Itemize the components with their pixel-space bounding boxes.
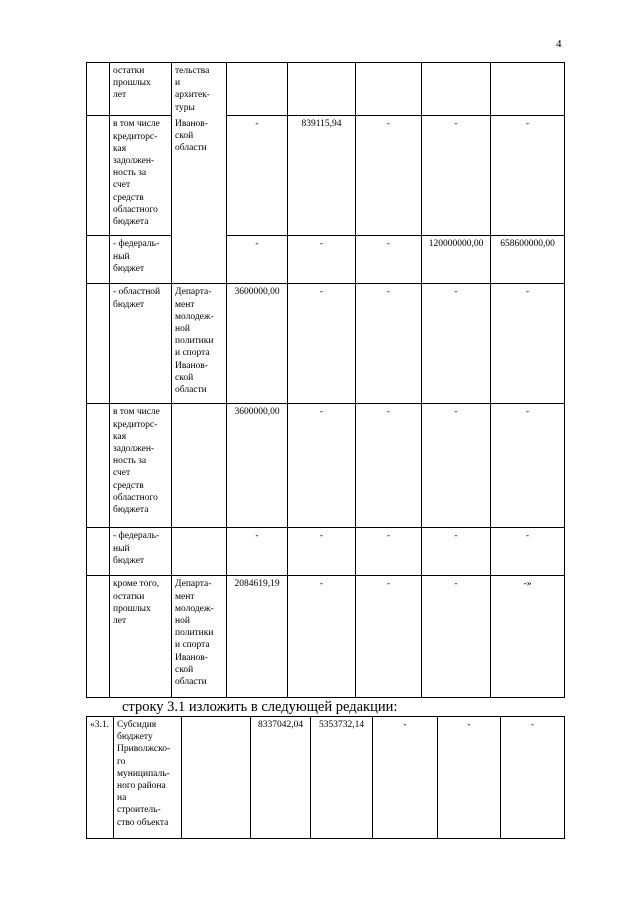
table-row: [87, 116, 565, 236]
row-number-cell: «3.1.: [87, 717, 114, 839]
value-cell: 120000000,00: [422, 236, 491, 284]
table-row: [87, 404, 565, 528]
description-cell: остатки прошлых лет: [110, 63, 172, 116]
page-number: 4: [556, 38, 562, 50]
value-cell: -: [356, 284, 422, 404]
value-cell: -: [227, 528, 288, 576]
value-cell: -: [227, 236, 288, 284]
value-cell: 3600000,00: [227, 284, 288, 404]
value-cell: 5353732,14: [311, 717, 373, 839]
value-cell: 839115,94: [288, 116, 356, 236]
executor-cell: [182, 717, 251, 839]
value-cell: -: [288, 284, 356, 404]
value-cell: [422, 63, 491, 116]
row-number-cell: [87, 576, 110, 698]
executor-cell: [172, 236, 227, 284]
value-cell: -: [356, 236, 422, 284]
value-cell: 2084619,19: [227, 576, 288, 698]
value-cell: 8337042,04: [251, 717, 311, 839]
executor-cell: Иванов- ской области: [172, 116, 227, 236]
value-cell: [227, 63, 288, 116]
value-cell: -: [491, 116, 565, 236]
value-cell: -: [288, 404, 356, 528]
table-row: [87, 236, 565, 284]
value-cell: -: [422, 404, 491, 528]
value-cell: -: [491, 404, 565, 528]
value-cell: -: [422, 576, 491, 698]
value-cell: -: [356, 404, 422, 528]
description-cell: в том числе кредиторс- кая задолжен- ность за счет средств областного бюджета: [110, 116, 172, 236]
value-cell: -: [422, 116, 491, 236]
value-cell: -: [373, 717, 438, 839]
row-number-cell: [87, 63, 110, 116]
executor-cell: тельства и архитек- туры: [172, 63, 227, 116]
value-cell: -: [288, 236, 356, 284]
executor-cell: Департа- мент молодеж- ной политики и спорта Иванов- ской области: [172, 284, 227, 404]
value-cell: [356, 63, 422, 116]
row-number-cell: [87, 404, 110, 528]
description-cell: - областной бюджет: [110, 284, 172, 404]
value-cell: -: [422, 528, 491, 576]
value-cell: [288, 63, 356, 116]
value-cell: -: [288, 528, 356, 576]
value-cell: -: [438, 717, 501, 839]
row-number-cell: [87, 236, 110, 284]
description-cell: кроме того, остатки прошлых лет: [110, 576, 172, 698]
table-row: [87, 576, 565, 698]
value-cell: -: [356, 116, 422, 236]
value-cell: -: [422, 284, 491, 404]
value-cell: -: [501, 717, 565, 839]
description-cell: Субсидия бюджету Приволжско- го муниципаль- ного района на строитель- ство объекта: [114, 717, 182, 839]
value-cell: 3600000,00: [227, 404, 288, 528]
row-number-cell: [87, 116, 110, 236]
value-cell: 658600000,00: [491, 236, 565, 284]
row-number-cell: [87, 284, 110, 404]
executor-cell: [172, 404, 227, 528]
table-row: [87, 63, 565, 116]
value-cell: -»: [491, 576, 565, 698]
description-cell: - федераль- ный бюджет: [110, 236, 172, 284]
value-cell: -: [491, 284, 565, 404]
value-cell: -: [288, 576, 356, 698]
description-cell: - федераль- ный бюджет: [110, 528, 172, 576]
row-3-1-table: [86, 716, 565, 839]
value-cell: -: [227, 116, 288, 236]
amendment-caption: строку 3.1 изложить в следующей редакции:: [122, 699, 398, 715]
budget-table-continued: [86, 62, 565, 698]
executor-cell: Департа- мент молодеж- ной политики и спорта Иванов- ской области: [172, 576, 227, 698]
value-cell: [491, 63, 565, 116]
value-cell: -: [356, 528, 422, 576]
row-number-cell: [87, 528, 110, 576]
value-cell: -: [356, 576, 422, 698]
table-row: [87, 284, 565, 404]
executor-cell: [172, 528, 227, 576]
value-cell: -: [491, 528, 565, 576]
description-cell: в том числе кредиторс- кая задолжен- ность за счет средств областного бюджета: [110, 404, 172, 528]
table-row: [87, 528, 565, 576]
table-row: [87, 717, 565, 839]
